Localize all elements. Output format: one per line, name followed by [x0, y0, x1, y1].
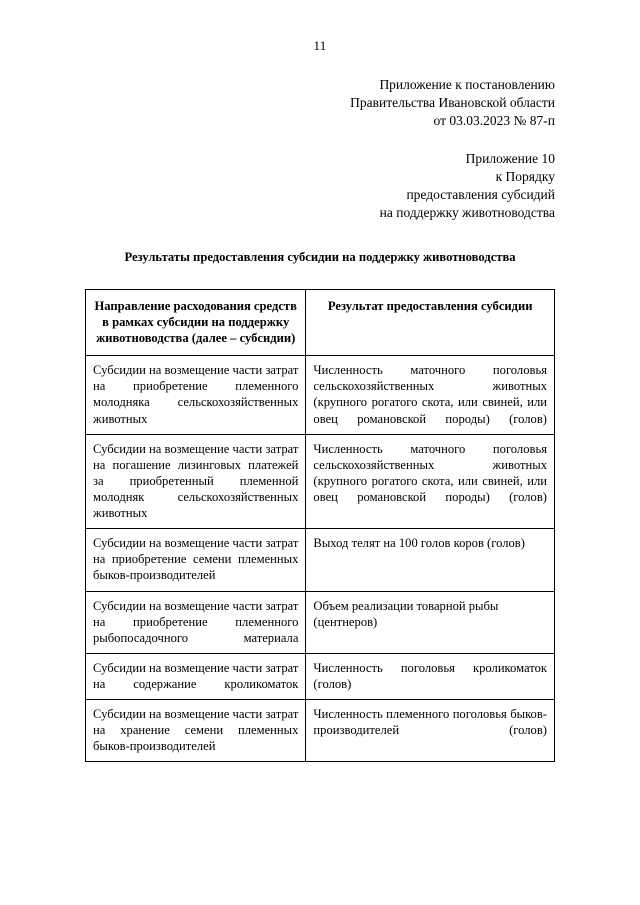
cell-result: Численность маточного поголовья сельскохозяйственных животных (крупного рогатого скота, или свиней, или овец романовской породы) (голов) [306, 356, 555, 434]
appendix-reference-line-1: Приложение к постановлению [379, 77, 555, 92]
table-row [86, 529, 555, 591]
appendix-number-line-1: Приложение 10 [465, 151, 555, 167]
cell-direction: Субсидии на возмещение части затрат на погашение лизинговых платежей за приобретенный племенной молодняк сельскохозяйственных животных [86, 434, 306, 529]
cell-result: Численность поголовья кроликоматок (голов) [306, 653, 555, 699]
appendix-number-block [85, 150, 555, 222]
appendix-number-line-2: к Порядку [495, 169, 555, 185]
cell-result: Численность племенного поголовья быков-производителей (голов) [306, 700, 555, 762]
page-title: Результаты предоставления субсидии на поддержку животноводства [124, 249, 516, 264]
cell-result: Выход телят на 100 голов коров (голов) [306, 529, 555, 591]
cell-direction: Субсидии на возмещение части затрат на приобретение семени племенных быков-производителей [86, 529, 306, 591]
table-row [86, 356, 555, 434]
appendix-reference-block [85, 76, 555, 130]
appendix-reference-line-3: от 03.03.2023 № 87-п [433, 113, 555, 129]
cell-direction: Субсидии на возмещение части затрат на приобретение племенного рыбопосадочного материала [86, 591, 306, 653]
cell-result: Объем реализации товарной рыбы (центнеров) [306, 591, 555, 653]
results-table [85, 289, 555, 763]
table-row [86, 700, 555, 762]
column-header-direction: Направление расходования средств в рамках субсидии на поддержку животноводства (далее – субсидии) [86, 289, 306, 355]
appendix-number-line-3: предоставления субсидий [406, 187, 555, 203]
table-row [86, 434, 555, 529]
column-header-result: Результат предоставления субсидии [306, 289, 555, 355]
appendix-number-line-4: на поддержку животноводства [379, 205, 555, 221]
cell-result: Численность маточного поголовья сельскохозяйственных животных (крупного рогатого скота, или свиней, или овец романовской породы) (голов) [306, 434, 555, 529]
page-number: 11 [313, 38, 327, 53]
table-header-row [86, 289, 555, 355]
appendix-reference-line-2: Правительства Ивановской области [350, 95, 555, 111]
table-row [86, 653, 555, 699]
cell-direction: Субсидии на возмещение части затрат на приобретение племенного молодняка сельскохозяйственных животных [86, 356, 306, 434]
cell-direction: Субсидии на возмещение части затрат на содержание кроликоматок [86, 653, 306, 699]
table-row [86, 591, 555, 653]
cell-direction: Субсидии на возмещение части затрат на хранение семени племенных быков-производителей [86, 700, 306, 762]
